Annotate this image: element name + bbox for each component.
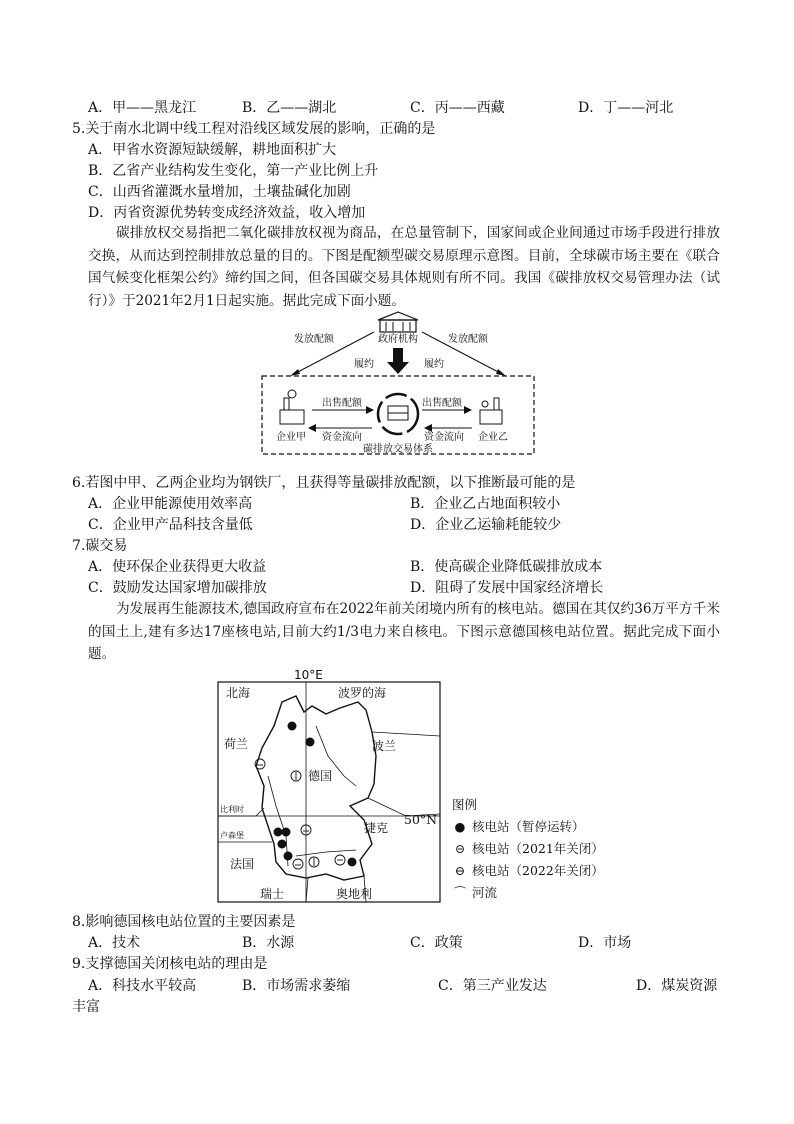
q6-option-a: A．企业甲能源使用效率高 <box>88 496 253 512</box>
q8-option-b: B．水源 <box>242 935 295 951</box>
nuclear-plant-suspended <box>288 722 297 731</box>
passage-carbon-trading: 碳排放权交易指把二氧化碳排放权视为商品，在总量管制下，国家间或企业间通过市场手段进行排放交换，从而达到控制排放总量的目的。下图是配额型碳交易原理示意图。目前，全球碳市场主要在《联合国气候变化框架公约》缔约国之间，但各国碳交易具体规则有所不同。我国《碳排放权交易管理办法（试行）》于2021年2月1日起实施。据此完成下面小题。 <box>88 225 720 309</box>
q9-option-b: B．市场需求萎缩 <box>242 978 351 994</box>
germany-label: 德国 <box>308 769 333 783</box>
germany-nuclear-map <box>216 666 444 906</box>
q9-option-d-continuation: 丰富 <box>72 999 100 1015</box>
q4-option-d: D．丁——河北 <box>578 100 674 116</box>
france-label: 法国 <box>230 857 255 871</box>
legend-item-suspended: ● 核电站（暂停运转） <box>452 816 604 838</box>
luxembourg-label: 卢森堡 <box>220 831 244 840</box>
q7-option-a: A．使环保企业获得更大收益 <box>88 559 267 575</box>
circle-slash-icon: ⊝ <box>454 841 466 856</box>
gov-label: 政府机构 <box>378 334 418 345</box>
q5-stem: 5.关于南水北调中线工程对沿线区域发展的影响，正确的是 <box>72 121 436 137</box>
legend <box>452 794 604 904</box>
czech-label: 捷克 <box>364 821 389 835</box>
q8-option-a: A．技术 <box>88 935 141 951</box>
sell-left-label: 出售配额 <box>322 398 362 409</box>
company-b-label: 企业乙 <box>478 432 508 443</box>
legend-item-2022: ⊖ 核电站（2022年关闭） <box>452 860 604 882</box>
government-building-icon <box>378 312 418 332</box>
q8-option-d: D．市场 <box>578 935 632 951</box>
legend-title: 图例 <box>452 797 478 812</box>
q7-stem: 7.碳交易 <box>72 538 128 554</box>
perform-left-label: 履约 <box>354 359 374 370</box>
nuclear-plant-suspended <box>284 852 293 861</box>
company-a-label: 企业甲 <box>276 432 306 443</box>
q9-option-a: A．科技水平较高 <box>88 978 197 994</box>
perform-right-label: 履约 <box>424 359 444 370</box>
allocate-right-label: 发放配额 <box>448 334 488 345</box>
q9-option-d: D．煤炭资源 <box>636 978 718 994</box>
q8-option-c: C．政策 <box>410 935 463 951</box>
factory-icon <box>280 390 304 424</box>
q6-stem: 6.若图中甲、乙两企业均为钢铁厂，且获得等量碳排放配额，以下推断最可能的是 <box>72 475 576 491</box>
q5-option-c: C．山西省灌溉水量增加，土壤盐碱化加剧 <box>88 184 351 200</box>
river-icon: ⌒ <box>453 885 467 900</box>
q5-option-d: D．丙省资源优势转变成经济效益，收入增加 <box>88 205 366 221</box>
q9-option-c: C．第三产业发达 <box>438 978 547 994</box>
baltic-sea-label: 波罗的海 <box>338 686 387 700</box>
q7-option-b: B．使高碳企业降低碳排放成本 <box>410 559 603 575</box>
factory-icon <box>480 398 502 424</box>
switzerland-label: 瑞士 <box>260 887 285 901</box>
legend-item-2021: ⊝ 核电站（2021年关闭） <box>452 838 604 860</box>
legend-item-river: ⌒ 河流 <box>452 882 604 904</box>
latitude-label: 50°N <box>404 812 438 827</box>
nuclear-plant-suspended <box>306 738 315 747</box>
q7-option-d: D．阻碍了发展中国家经济增长 <box>410 580 604 596</box>
q5-option-a: A．甲省水资源短缺缓解，耕地面积扩大 <box>88 142 337 158</box>
austria-label: 奥地利 <box>336 887 373 901</box>
filled-circle-icon: ● <box>454 819 466 834</box>
q6-option-b: B．企业乙占地面积较小 <box>410 496 561 512</box>
nuclear-plant-suspended <box>282 828 291 837</box>
nuclear-plant-suspended <box>274 828 283 837</box>
circle-bar-icon: ⊖ <box>454 863 466 878</box>
sell-right-label: 出售配额 <box>422 398 462 409</box>
longitude-label: 10°E <box>294 668 323 682</box>
nuclear-plant-suspended <box>348 858 357 867</box>
q6-option-c: C．企业甲产品科技含量低 <box>88 517 253 533</box>
poland-label: 波兰 <box>372 739 397 753</box>
q4-option-a: A．甲——黑龙江 <box>88 100 197 116</box>
belgium-label: 比利时 <box>220 805 244 814</box>
q7-option-c: C．鼓励发达国家增加碳排放 <box>88 580 267 596</box>
carbon-trading-diagram <box>256 310 540 458</box>
allocate-left-label: 发放配额 <box>294 334 334 345</box>
q8-stem: 8.影响德国核电站位置的主要因素是 <box>72 914 296 930</box>
q9-stem: 9.支撑德国关闭核电站的理由是 <box>72 956 268 972</box>
system-label: 碳排放交易体系 <box>363 444 433 455</box>
q5-option-b: B．乙省产业结构发生变化，第一产业比例上升 <box>88 163 379 179</box>
q6-option-d: D．企业乙运输耗能较少 <box>410 517 562 533</box>
passage-german-nuclear: 为发展再生能源技术,德国政府宣布在2022年前关闭境内所有的核电站。德国在其仅约36万平方千米的国土上,建有多达17座核电站,目前大约1/3电力来自核电。下图示意德国核电站位置。据此完成下面小题。 <box>88 601 720 662</box>
fund-left-label: 资金流向 <box>322 432 362 443</box>
trading-cycle-icon <box>378 394 418 434</box>
north-sea-label: 北海 <box>226 686 251 700</box>
netherlands-label: 荷兰 <box>224 737 249 751</box>
q4-option-b: B．乙——湖北 <box>242 100 337 116</box>
q4-option-c: C．丙——西藏 <box>410 100 505 116</box>
nuclear-plant-suspended <box>278 840 287 849</box>
fund-right-label: 资金流向 <box>424 432 464 443</box>
